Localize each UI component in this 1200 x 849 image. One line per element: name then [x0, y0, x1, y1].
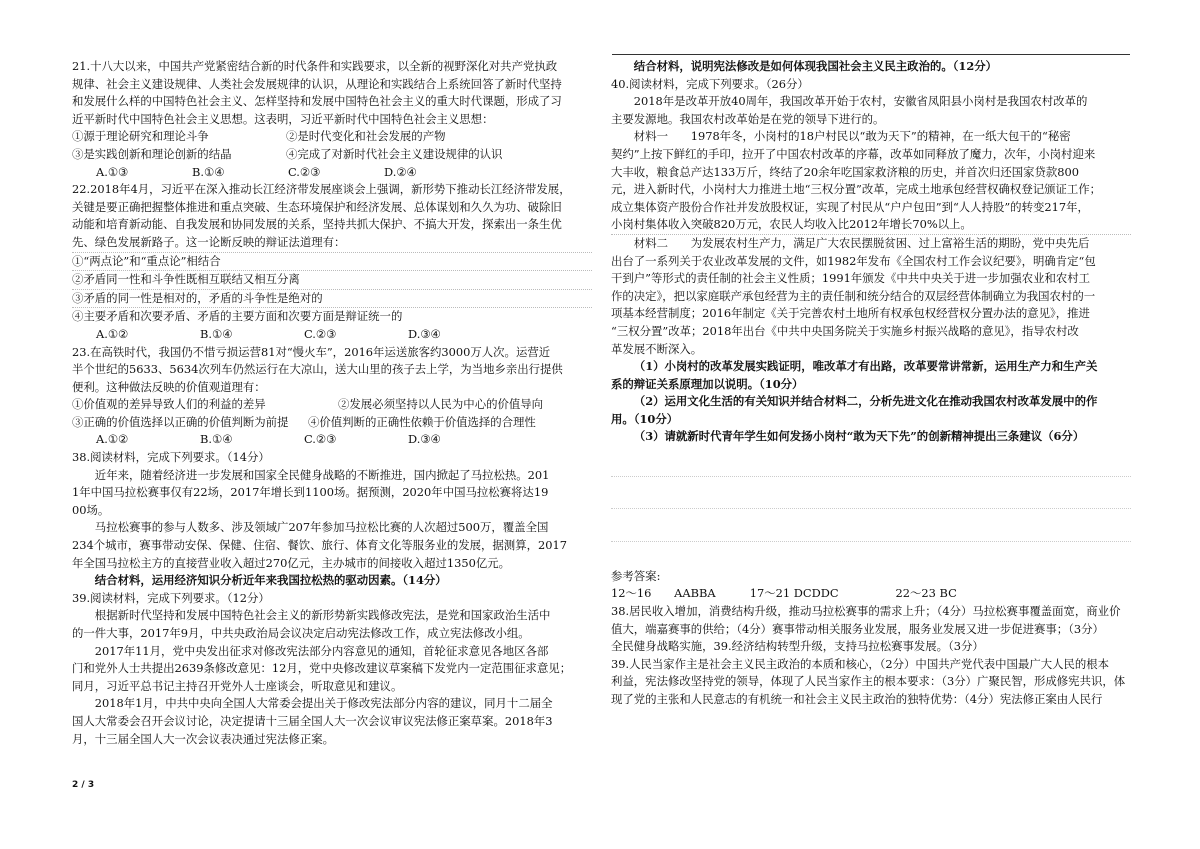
q23-statement-1: ①价值观的差异导致人们的利益的差异	[72, 397, 266, 412]
q22-choice-b: B.①④	[200, 326, 233, 341]
q23-choice-d: D.③④	[408, 432, 441, 447]
q39-paragraph-line: 2017年11月，党中央发出征求对修改宪法部分内容意见的通知，首轮征求意见各地区各部	[94, 643, 549, 658]
q21-statement-3: ③是实践创新和理论创新的结晶	[72, 146, 232, 161]
q23-line: 半个世纪的5633、5634次列车仍然运行在大凉山，送大山里的孩子去上学，为当地乡亲出行提供	[72, 362, 563, 377]
answer-blank-line	[611, 523, 1131, 542]
answer-blank-line	[611, 458, 1131, 477]
q21-line: 和发展什么样的中国特色社会主义、怎样坚持和发展中国特色社会主义的重大时代课题，形成了习	[72, 94, 562, 109]
multiple-choice-answers: 12～16 AABBA 17～21 DCDDC 22～23 BC	[611, 586, 957, 601]
question-23	[72, 344, 592, 450]
q40-material-2-line: “三权分置”改革；2018年出台《中共中央国务院关于实施乡村振兴战略的意见》，指导农村改	[611, 323, 1079, 338]
q40-material-1-line: 元，进入新时代，小岗村大力推进土地“三权分置”改革，完成土地承包经营权确权登记颁证工作；	[611, 182, 1102, 197]
q40-task-2-line: （2）运用文化生活的有关知识并结合材料二，分析先进文化在推动我国农村改革发展中的作	[633, 394, 1098, 409]
q21-line: 21.十八大以来，中国共产党紧密结合新的时代条件和实践要求，以全新的视野深化对共产党执政	[72, 59, 558, 73]
q39-paragraph-line: 根据新时代坚持和发展中国特色社会主义的新形势新实践修改宪法，是党和国家政治生活中	[94, 608, 551, 623]
q40-task-2-line: 用。（10分）	[611, 411, 679, 426]
q40-material-2-line: 干到户”等形式的责任制的社会主义性质；1991年颁发《中共中央关于进一步加强农业和农村工	[611, 271, 1091, 286]
q23-statements-row	[72, 396, 592, 414]
q40-material-1-line: 大丰收，粮食总产达133万斤，终结了20余年吃国家救济粮的历史，并首次归还国家贷款800	[611, 164, 1080, 179]
q21-statement-4: ④完成了对新时代社会主义建设规律的认识	[286, 146, 503, 161]
question-22	[72, 181, 592, 343]
q39-heading: 39.阅读材料，完成下列要求。（12分）	[72, 590, 270, 605]
q40-intro-line: 主要发源地。我国农村改革始是在党的领导下进行的。	[611, 111, 885, 126]
q39-paragraph-line: 国人大常委会召开会议讨论，决定提请十三届全国人大一次会议审议宪法修正案草案。2018年3	[72, 713, 553, 728]
q40-material-1-line: 契约”上按下鲜红的手印，拉开了中国农村改革的序幕，改革如同释放了魔力，次年，小岗村迎来	[611, 146, 1096, 161]
q22-statement-4: ④主要矛盾和次要矛盾、矛盾的主要方面和次要方面是辩证统一的	[72, 309, 403, 324]
q39-paragraph-line: 月，十三届全国人大一次会议表决通过宪法修正案。	[72, 731, 334, 746]
q23-statement-4: ④价值判断的正确性依赖于价值选择的合理性	[308, 414, 536, 429]
q40-material-1-line: 小岗村集体收入突破820万元，农民人均收入比2012年增长70%以上。	[611, 216, 1131, 235]
q40-task-1-line: （1）小岗村的改革发展实践证明，唯改革才有出路，改革要常讲常新，运用生产力和生产关	[633, 359, 1098, 374]
question-38	[72, 449, 592, 590]
q21-choice-a: A.①③	[96, 164, 129, 179]
top-rule	[612, 54, 1130, 55]
q40-material-2-line: 革发展不断深入。	[611, 341, 703, 356]
q38-heading: 38.阅读材料，完成下列要求。（14分）	[72, 450, 270, 465]
q38-paragraph-line: 年全国马拉松主方的直接营业收入超过270亿元，主办城市的间接收入超过1350亿元。	[72, 555, 511, 570]
page-number: 2 / 3	[72, 780, 95, 790]
q22-statement-2: ②矛盾同一性和斗争性既相互联结又相互分离	[72, 271, 592, 290]
q40-material-1-line: 成立集体资产股份合作社并发放股权证，实现了村民从“户户包田”到“人人持股”的转变217年，	[611, 199, 1089, 214]
answer-39-line: 现了党的主张和人民意志的有机统一和社会主义民主政治的独特优势：（4分）宪法修正案由人民行	[611, 692, 1103, 706]
q23-statements-row	[72, 414, 592, 432]
q38-paragraph-line: 234个城市，赛事带动安保、保健、住宿、餐饮、旅行、体育文化等服务业的发展，据测算，2017	[72, 538, 567, 553]
q38-paragraph-line: 马拉松赛事的参与人数多、涉及领域广207年参加马拉松比赛的人次超过500万，覆盖全国	[94, 520, 549, 535]
q40-material-2-line: 作的决定》，把以家庭联产承包经营为主的责任制和统分结合的双层经营体制确立为我国农村的一	[611, 288, 1096, 303]
q40-intro-line: 2018年是改革开放40周年，我国改革开始于农村，安徽省凤阳县小岗村是我国农村改革的	[633, 94, 1088, 109]
q39-task: 结合材料，说明宪法修改是如何体现我国社会主义民主政治的。（12分）	[633, 59, 998, 73]
answer-38-line: 38.居民收入增加，消费结构升级，推动马拉松赛事的需求上升；（4分）马拉松赛事覆盖面宽，商业价	[611, 604, 1121, 619]
q21-choice-d: D.②④	[384, 164, 417, 179]
q21-statements-row	[72, 128, 592, 146]
question-40	[611, 76, 1131, 446]
q22-line: 动能和培育新动能、自我发展和协同发展的关系，坚持共抓大保护、不搞大开发，探索出一条生优	[72, 217, 562, 232]
q39-paragraph-line: 2018年1月，中共中央向全国人大常委会提出关于修改宪法部分内容的建议，同月十二届全	[94, 696, 553, 711]
q23-choice-a: A.①②	[96, 432, 129, 447]
q40-material-2-line: 出台了一系列关于农业改革发展的文件，如1982年发布《全国农村工作会议纪要》，明确肯定“包	[611, 253, 1096, 268]
q23-choice-c: C.②③	[304, 432, 337, 447]
answer-blank-line	[611, 491, 1131, 510]
answer-key-heading: 参考答案:	[611, 568, 661, 583]
q38-paragraph-line: 近年来，随着经济进一步发展和国家全民健身战略的不断推进，国内掀起了马拉松热。201	[94, 467, 550, 482]
q21-statement-1: ①源于理论研究和理论斗争	[72, 129, 209, 144]
q21-choices	[72, 164, 592, 182]
q22-choices	[72, 326, 592, 344]
q40-task-1-line: 系的辩证关系原理加以说明。（10分）	[611, 376, 804, 391]
q22-choice-a: A.①②	[96, 326, 129, 341]
q22-line: 先、绿色发展新路子。这一论断反映的辩证法道理有：	[72, 234, 592, 253]
q39-paragraph-line: 同月，习近平总书记主持召开党外人士座谈会，听取意见和建议。	[72, 678, 403, 693]
left-column	[72, 58, 592, 748]
q22-line: 22.2018年4月，习近平在深入推动长江经济带发展座谈会上强调，新形势下推动长江经济带发展，	[72, 182, 571, 197]
answer-38-line: 全民健身战略实施，39.经济结构转型升级，支持马拉松赛事发展。（3分）	[611, 639, 984, 654]
q22-choice-c: C.②③	[304, 326, 337, 341]
q23-statement-3: ③正确的价值选择以正确的价值判断为前提	[72, 414, 289, 429]
q22-statement-3: ③矛盾的同一性是相对的，矛盾的斗争性是绝对的	[72, 290, 592, 309]
q40-heading: 40.阅读材料，完成下列要求。（26分）	[611, 76, 809, 91]
q23-choice-b: B.①④	[200, 432, 233, 447]
q38-paragraph-line: 00场。	[72, 502, 110, 517]
question-39	[72, 590, 592, 748]
q40-material-2-line: 项基本经营制度；2016年制定《关于完善农村土地所有权承包权经营权分置办法的意见》，推进	[611, 306, 1090, 321]
q40-material-2-line: 材料二 为发展农村生产力，满足广大农民摆脱贫困、过上富裕生活的期盼，党中央先后	[633, 235, 1090, 250]
q21-line: 规律、社会主义建设规律、人类社会发展规律的认识，从理论和实践结合上系统回答了新时代坚持	[72, 76, 562, 91]
q22-line: 关键是要正确把握整体推进和重点突破、生态环境保护和经济发展、总体谋划和久久为功、破除旧	[72, 199, 562, 214]
q23-choices	[72, 431, 592, 449]
q21-choice-c: C.②③	[288, 164, 321, 179]
q38-task: 结合材料，运用经济知识分析近年来我国拉松热的驱动因素。（14分）	[94, 573, 447, 588]
q22-choice-d: D.③④	[408, 326, 441, 341]
question-21	[72, 58, 592, 181]
q21-statement-2: ②是时代变化和社会发展的产物	[286, 129, 446, 144]
q22-statement-1: ①“两点论”和“重点论”相结合	[72, 253, 592, 272]
q21-choice-b: B.①④	[192, 164, 225, 179]
q23-statement-2: ②发展必须坚持以人民为中心的价值导向	[338, 397, 544, 412]
q39-paragraph-line: 门和党外人士共提出2639条修改意见：12月，党中央修改建议草案稿下发党内一定范围征求意见；	[72, 661, 572, 676]
answer-38-line: 值大，端嘉赛事的供给；（4分）赛事带动相关服务业发展，服务业发展又进一步促进赛事；（3分）	[611, 621, 1104, 636]
right-column	[611, 58, 1131, 709]
q38-paragraph-line: 1年中国马拉松赛事仅有22场，2017年增长到1100场。据预测，2020年中国马拉松赛将达19	[72, 485, 549, 500]
answer-39-line: 39.人民当家作主是社会主义民主政治的本质和核心，（2分）中国共产党代表中国最广大人民的根本	[611, 656, 1110, 671]
answer-39-line: 利益，宪法修改坚持党的领导，体现了人民当家作主的根本要求：（3分）广聚民智，形成修宪共识，体	[611, 674, 1126, 689]
q21-line: 近平新时代中国特色社会主义思想。这表明，习近平新时代中国特色社会主义思想：	[72, 111, 494, 126]
q39-paragraph-line: 的一件大事，2017年9月，中共央政治局会议决定启动宪法修改工作，成立宪法修改小组。	[72, 626, 530, 640]
q21-statements-row	[72, 146, 592, 164]
q23-line: 便利。这种做法反映的价值观道理有：	[72, 379, 266, 394]
q23-line: 23.在高铁时代，我国仍不惜亏损运营81对“慢火车”，2016年运送旅客约3000万人次。运营近	[72, 344, 551, 359]
answer-key	[611, 568, 1131, 709]
q40-material-1-line: 材料一 1978年冬，小岗村的18户村民以“敢为天下”的精神，在一纸大包干的“秘密	[633, 129, 1071, 144]
q40-task-3: （3）请就新时代青年学生如何发扬小岗村“敢为天下先”的创新精神提出三条建议（6分）	[633, 429, 1085, 444]
